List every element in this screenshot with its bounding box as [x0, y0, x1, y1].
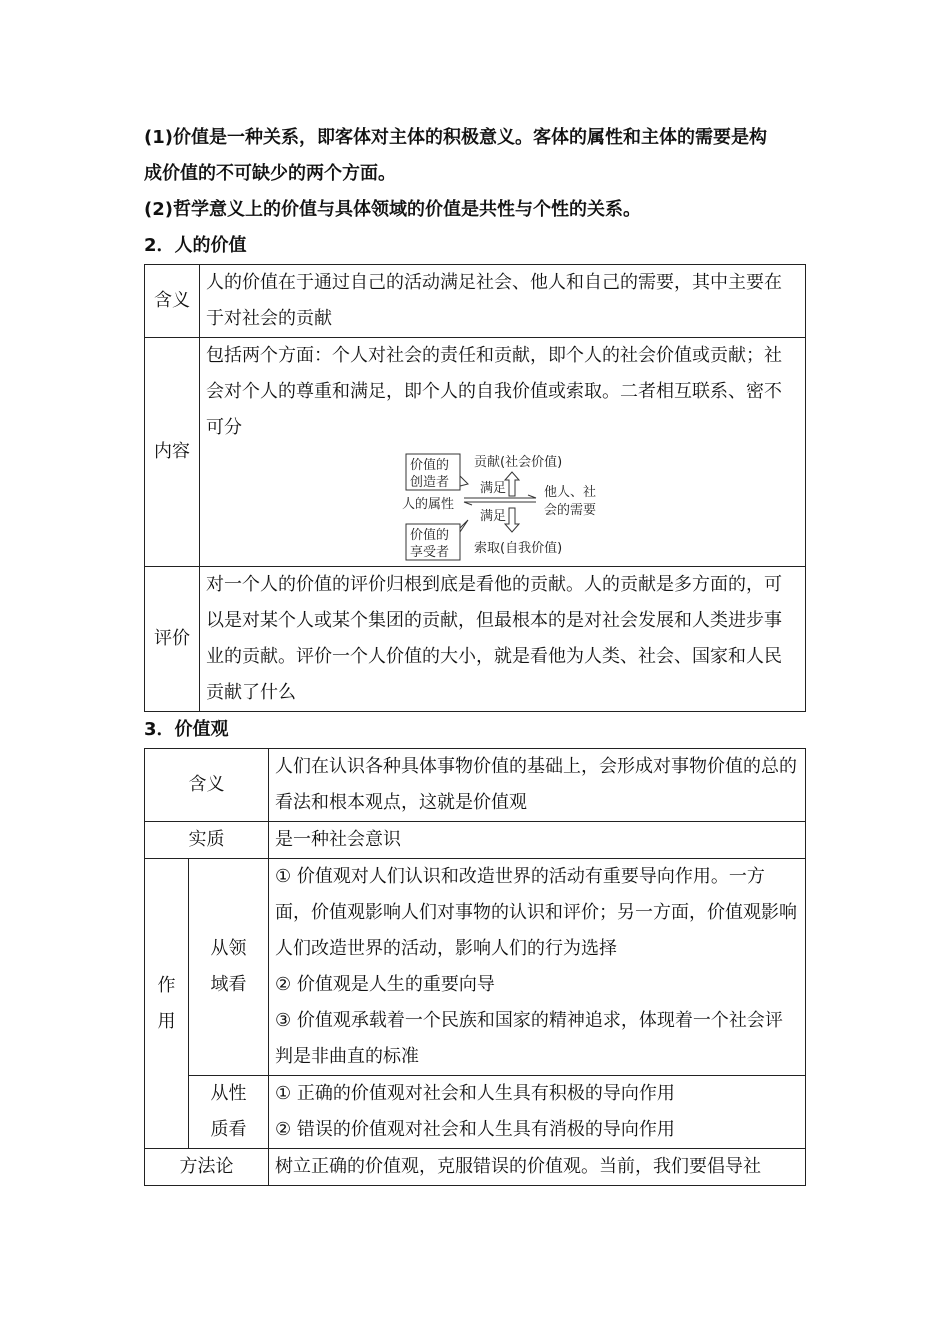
content-text: 包括两个方面：个人对社会的责任和贡献，即个人的社会价值或贡献；社会对个人的尊重和满足，即个人的自我价值或索取。二者相互联系、密不可分: [206, 345, 782, 438]
essence-text: 是一种社会意识: [269, 822, 806, 859]
section-2-title: 2．人的价值: [144, 235, 247, 256]
down-arrow-icon: [505, 508, 519, 532]
intro-p1-line1: (1)价值是一种关系，即客体对主体的积极意义。客体的属性和主体的需要是构: [144, 127, 767, 148]
section-3-title: 3．价值观: [144, 719, 229, 740]
table-row: [145, 859, 806, 1076]
nature-label: [189, 1076, 269, 1149]
enjoyer-line1: 价值的: [410, 528, 450, 543]
value-diagram: [206, 446, 799, 566]
evaluation-label: 评价: [145, 567, 200, 712]
table-row: [145, 1149, 806, 1186]
table-row: [145, 265, 806, 338]
table-row: [145, 338, 806, 567]
intro-p1-line2: 成价值的不可缺少的两个方面。: [144, 163, 396, 184]
role-label-1: 作: [157, 974, 176, 996]
nature-items: [269, 1076, 806, 1149]
enjoyer-line2: 享受者: [410, 545, 450, 560]
domain-label-1: 从领: [210, 938, 247, 959]
intro-paragraph-1: [144, 120, 806, 192]
intro-paragraph-2: (2)哲学意义上的价值与具体领域的价值是共性与个性的关系。: [144, 199, 641, 220]
nature-label-1: 从性: [210, 1083, 247, 1104]
document-page: [144, 120, 806, 1186]
domain-item-2: ② 价值观是人生的重要向导: [275, 974, 495, 995]
table-row: [145, 567, 806, 712]
contribution-label: 贡献(社会价值): [474, 455, 563, 470]
essence-label: 实质: [145, 822, 269, 859]
creator-line1: 价值的: [410, 458, 450, 473]
methodology-text: 树立正确的价值观，克服错误的价值观。当前，我们要倡导社: [269, 1149, 806, 1186]
role-label: [145, 859, 189, 1149]
table-row: [145, 822, 806, 859]
arrow-heads: [464, 495, 536, 505]
creator-line2: 创造者: [410, 475, 450, 490]
nature-item-2: ② 错误的价值观对社会和人生具有消极的导向作用: [275, 1119, 675, 1140]
human-value-table: [144, 264, 806, 712]
enjoyer-pointer: [460, 520, 468, 532]
values-view-table: [144, 748, 806, 1186]
domain-item-3: ③ 价值观承载着一个民族和国家的精神追求，体现着一个社会评判是非曲直的标准: [275, 1010, 783, 1067]
role-label-2: 用: [157, 1010, 176, 1032]
nature-label-2: 质看: [210, 1119, 247, 1140]
meaning-label: 含义: [145, 265, 200, 338]
evaluation-text: 对一个人的价值的评价归根到底是看他的贡献。人的贡献是多方面的，可以是对某个人或某个集团的贡献，但最根本的是对社会发展和人类进步事业的贡献。评价一个人价值的大小，就是看他为人类、社会、国家和人民贡献了什么: [200, 567, 806, 712]
domain-item-1: ① 价值观对人们认识和改造世界的活动有重要导向作用。一方面，价值观影响人们对事物的认识和评价；另一方面，价值观影响人们改造世界的活动，影响人们的行为选择: [275, 866, 797, 959]
table-row: [145, 749, 806, 822]
values-meaning-label: 含义: [145, 749, 269, 822]
table-row: [145, 1076, 806, 1149]
domain-label: [189, 859, 269, 1076]
methodology-label: 方法论: [145, 1149, 269, 1186]
satisfy-top-label: 满足: [480, 481, 507, 496]
needs-line1: 他人、社: [544, 485, 597, 500]
nature-item-1: ① 正确的价值观对社会和人生具有积极的导向作用: [275, 1083, 675, 1104]
creator-pointer: [460, 476, 468, 486]
values-meaning-text: 人们在认识各种具体事物价值的基础上，会形成对事物价值的总的看法和根本观点，这就是价值观: [269, 749, 806, 822]
up-arrow-icon: [505, 472, 519, 496]
value-diagram-svg: [206, 446, 806, 566]
domain-items: [269, 859, 806, 1076]
attribute-label: 人的属性: [402, 497, 455, 512]
claim-label: 索取(自我价值): [474, 541, 563, 556]
needs-line2: 会的需要: [544, 503, 597, 518]
content-label: 内容: [145, 338, 200, 567]
meaning-text: 人的价值在于通过自己的活动满足社会、他人和自己的需要，其中主要在于对社会的贡献: [200, 265, 806, 338]
satisfy-bottom-label: 满足: [480, 509, 507, 524]
domain-label-2: 域看: [210, 974, 247, 995]
content-cell: [200, 338, 806, 567]
